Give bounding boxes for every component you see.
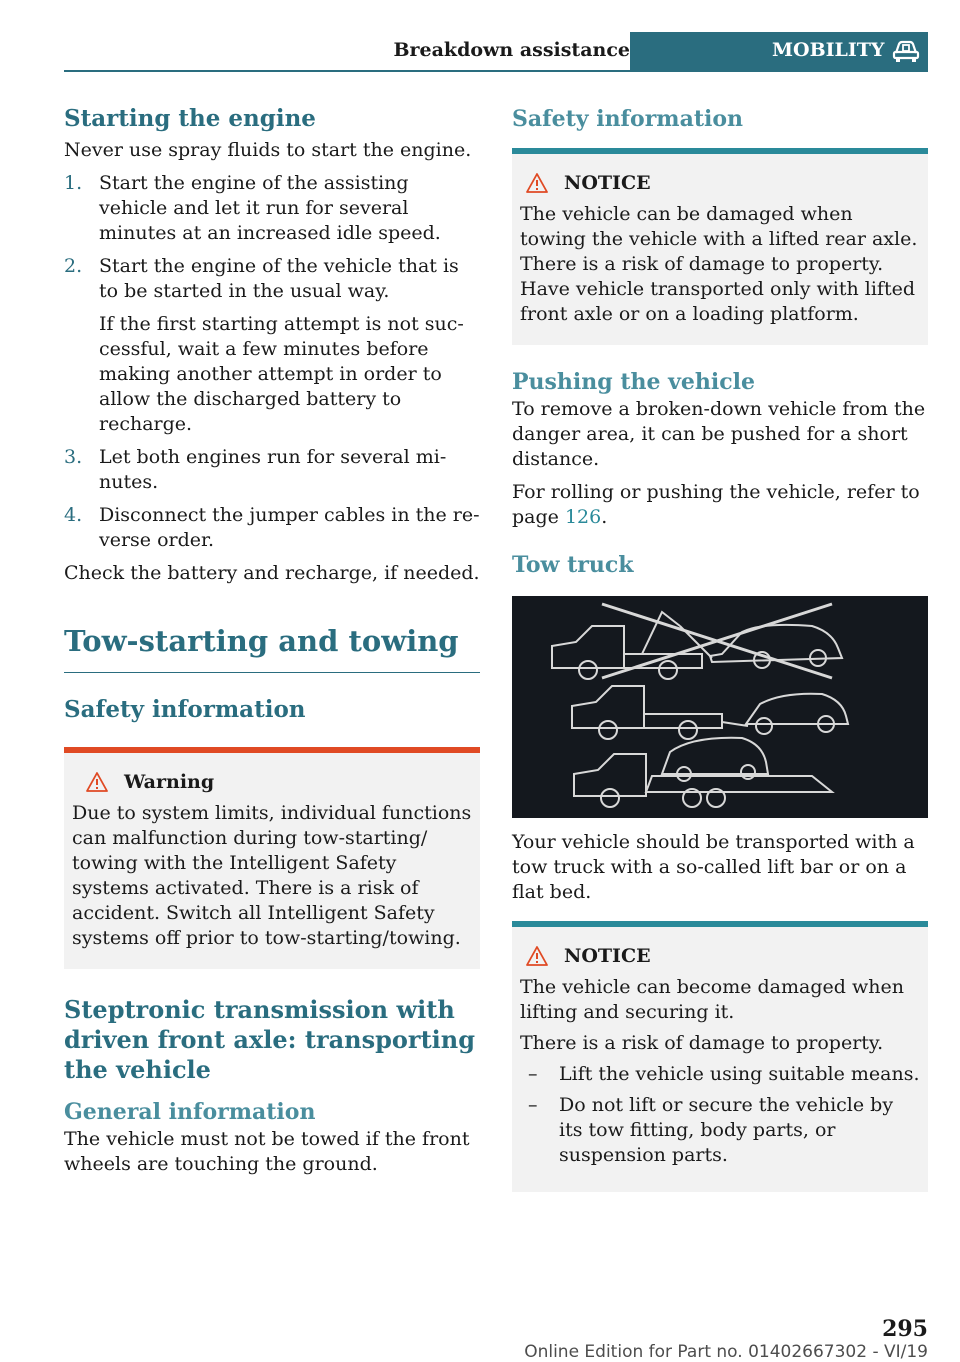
bullet-text: Do not lift or secure the vehicle by its tow fitting, body parts, or suspension parts. <box>559 1094 894 1166</box>
warning-text: Due to system limits, individual functions can malfunction during tow-starting/ towing with the Intelligent Safety systems activated. There is a risk of accident. Switch all Intelligent Safety systems off prior to tow-starting/towing. <box>72 802 472 949</box>
pushing-heading: Pushing the vehicle <box>512 369 756 395</box>
tow-truck-caption: Your vehicle should be transported with a tow truck with a so-called lift bar or on a flat bed. <box>512 831 915 903</box>
list-item <box>64 171 480 246</box>
list-item <box>64 503 480 553</box>
starting-engine-intro: Never use spray fluids to start the engine. <box>64 139 472 161</box>
notice-box <box>512 148 928 345</box>
safety-info-heading: Safety information <box>64 696 306 723</box>
bullet-text: Lift the vehicle using suitable means. <box>559 1063 920 1085</box>
notice-2-bullets <box>520 1062 920 1168</box>
tow-truck-illustration <box>512 596 928 818</box>
list-item <box>64 254 480 437</box>
notice-title-2: NOTICE <box>564 945 651 967</box>
steptronic-heading: Steptronic transmission with driven front axle: transporting the vehicle <box>64 995 475 1084</box>
left-column <box>64 104 480 1177</box>
step-text: Start the engine of the assisting vehicle and let it run for several minutes at an increased idle speed. <box>99 172 441 244</box>
pushing-text: To remove a broken-down vehicle from the danger area, it can be pushed for a short distance. <box>512 398 926 470</box>
page-footer <box>0 1312 928 1362</box>
notice-title-row-2 <box>520 943 920 969</box>
warning-title: Warning <box>124 771 215 793</box>
car-icon <box>892 39 920 68</box>
notice-title-row <box>520 170 920 196</box>
step-text: Let both engines run for several minutes. <box>99 446 447 493</box>
starting-engine-outro: Check the battery and recharge, if needed. <box>64 562 480 584</box>
warning-box <box>64 747 480 969</box>
notice-box-2 <box>512 921 928 1192</box>
safety-info-heading-right: Safety information <box>512 106 744 132</box>
warning-title-row <box>72 769 472 795</box>
step-number: 4. <box>64 504 83 526</box>
pushing-ref-prefix: For rolling or pushing the vehicle, refer to page <box>512 481 920 528</box>
section-title: Breakdown assistance <box>393 39 630 61</box>
notice-title: NOTICE <box>564 172 651 194</box>
step-number: 3. <box>64 446 83 468</box>
warning-triangle-icon <box>526 173 548 193</box>
list-item: – Lift the vehicle using suitable means. <box>528 1063 920 1085</box>
pushing-reference <box>512 480 928 530</box>
starting-engine-heading: Starting the engine <box>64 105 316 132</box>
warning-triangle-icon <box>526 946 548 966</box>
edition-text: Online Edition for Part no. 01402667302 - VI/19 <box>524 1342 928 1362</box>
starting-steps-list <box>64 171 480 553</box>
notice-2-text2: There is a risk of damage to property. <box>520 1032 884 1054</box>
step-text: Disconnect the jumper cables in the reverse order. <box>99 504 480 551</box>
chapter-tab <box>630 32 928 70</box>
notice-2-text1: The vehicle can become damaged when lifting and securing it. <box>520 976 904 1023</box>
general-info-heading: General information <box>64 1099 316 1125</box>
page-header <box>64 32 928 72</box>
page-link-126[interactable]: 126 <box>564 506 602 528</box>
notice-text: The vehicle can be damaged when towing the vehicle with a lifted rear axle. There is a risk of damage to property. Have vehicle transported only with lifted front axle or on a loading platform. <box>520 203 918 325</box>
step-number: 1. <box>64 172 83 194</box>
step-number: 2. <box>64 255 83 277</box>
tow-starting-heading: Tow-starting and towing <box>64 620 480 673</box>
page-number: 295 <box>882 1316 928 1342</box>
warning-triangle-icon <box>86 772 108 792</box>
list-item: – Do not lift or secure the vehicle by its tow fitting, body parts, or suspension parts. <box>528 1094 894 1166</box>
list-item <box>64 445 480 495</box>
chapter-label: MOBILITY <box>772 39 885 61</box>
tow-truck-heading: Tow truck <box>512 552 634 578</box>
step-extra-text: If the first starting attempt is not successful, wait a few minutes before making another attempt in order to allow the discharged battery to recharge. <box>99 313 464 435</box>
tow-truck-diagram <box>512 596 928 818</box>
pushing-ref-suffix: . <box>601 506 608 528</box>
step-text: Start the engine of the vehicle that is to be started in the usual way. <box>99 255 459 302</box>
general-info-text: The vehicle must not be towed if the front wheels are touching the ground. <box>64 1128 470 1175</box>
right-column <box>512 104 928 1192</box>
